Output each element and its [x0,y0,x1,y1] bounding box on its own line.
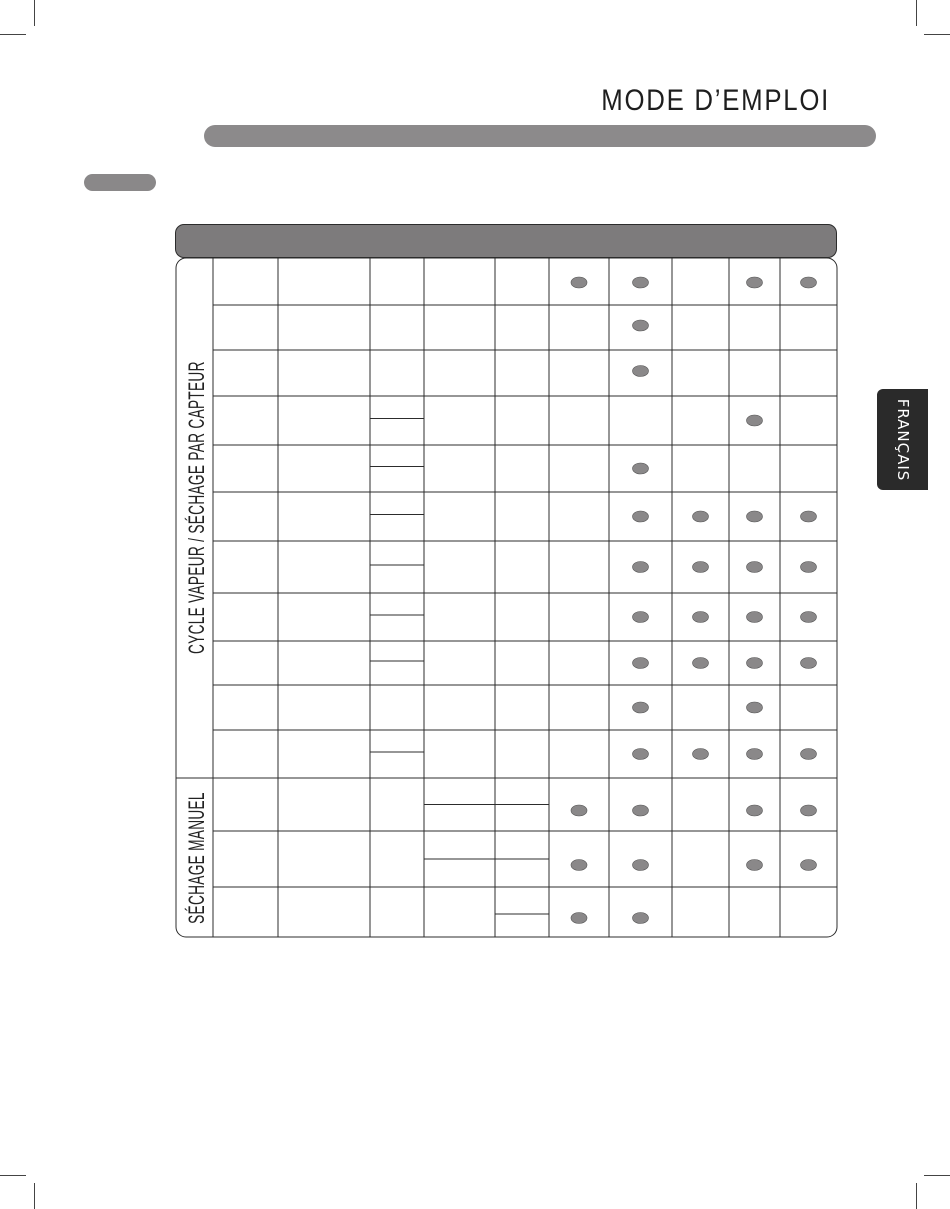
setting-dot [693,612,709,623]
setting-dot [747,277,763,288]
setting-dot [571,860,587,871]
setting-dot [801,658,817,669]
setting-dot [633,366,649,377]
setting-dot [747,805,763,816]
language-tab-label: FRANÇAIS [893,398,912,481]
setting-dot [633,320,649,331]
setting-dot [633,463,649,474]
setting-dot [747,612,763,623]
setting-dot [633,749,649,760]
setting-dot [801,805,817,816]
setting-dot [747,702,763,713]
setting-dot [633,860,649,871]
setting-dot [571,805,587,816]
setting-dot [693,658,709,669]
setting-dot [693,749,709,760]
page-title: MODE D’EMPLOI [601,84,830,117]
setting-dot [801,277,817,288]
setting-dot [693,562,709,573]
setting-dot [747,562,763,573]
setting-dot [633,913,649,924]
setting-dot [633,562,649,573]
setting-dot [747,749,763,760]
setting-dot [633,277,649,288]
setting-dot [633,702,649,713]
group-label-sensor-dry: CYCLE VAPEUR / SÉCHAGE PAR CAPTEUR [184,361,209,654]
setting-dot [747,511,763,522]
setting-dot [801,749,817,760]
setting-dot [801,511,817,522]
table-border [176,258,837,937]
setting-dot [747,860,763,871]
setting-dot [633,805,649,816]
setting-dot [801,562,817,573]
setting-dot [801,612,817,623]
setting-dot [693,511,709,522]
setting-dot [747,415,763,426]
setting-dot [801,860,817,871]
group-label-manual-dry: SÉCHAGE MANUEL [184,791,209,924]
setting-dot [633,511,649,522]
setting-dot [571,913,587,924]
setting-dot [633,612,649,623]
setting-dot [571,277,587,288]
setting-dot [633,658,649,669]
setting-dot [747,658,763,669]
